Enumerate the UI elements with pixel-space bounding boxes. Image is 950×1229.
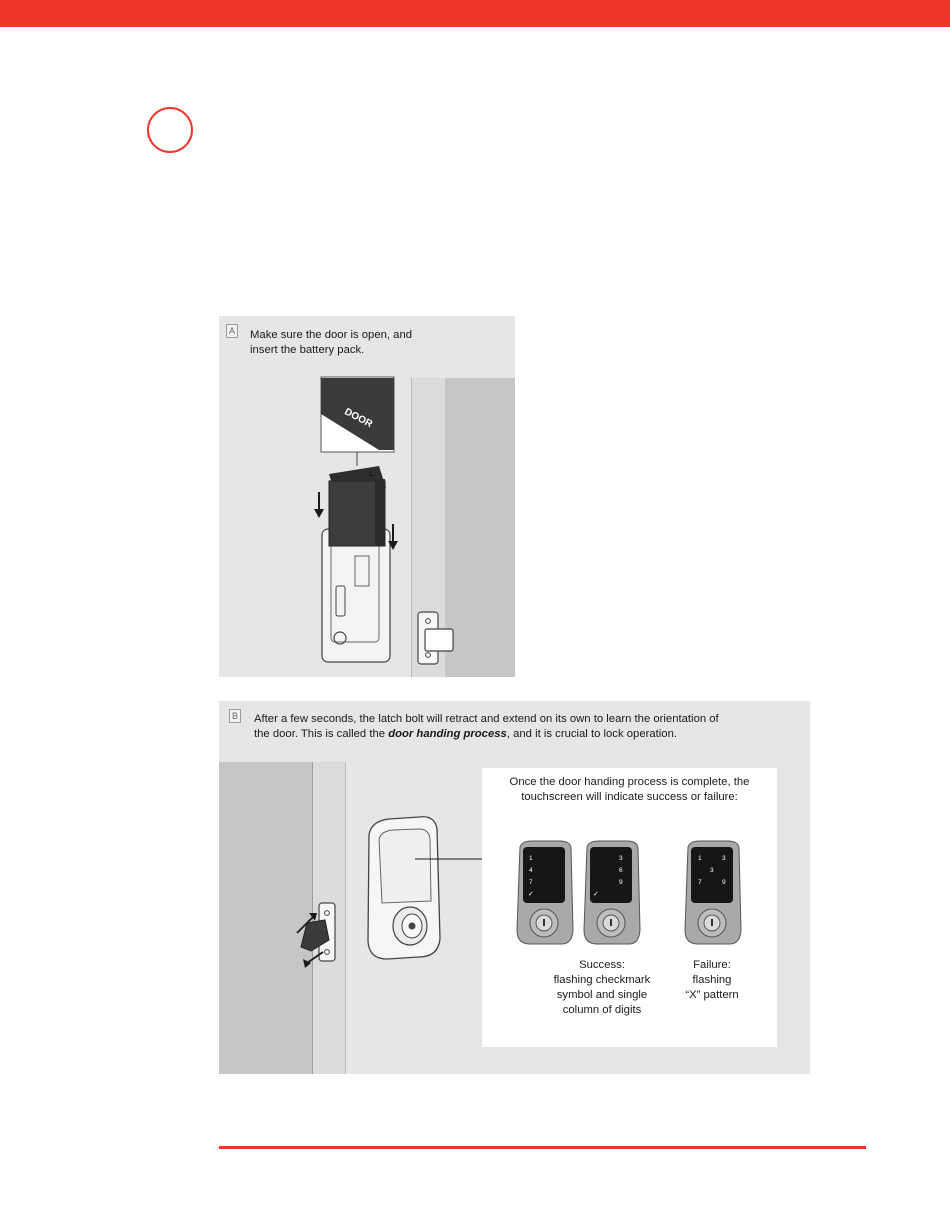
step-b-line-2-start: the door. This is called the bbox=[254, 728, 389, 740]
lock3-digit-1: 1 bbox=[698, 855, 702, 862]
latch-bolt bbox=[425, 629, 453, 651]
lock2-checkmark-icon: ✓ bbox=[593, 891, 599, 898]
step-a-panel bbox=[219, 316, 515, 677]
lock3-digit-9: 9 bbox=[722, 879, 726, 886]
step-b-panel bbox=[219, 701, 810, 1074]
failure-caption-line-1: flashing bbox=[692, 974, 732, 986]
step-a-line-2: insert the battery pack. bbox=[250, 344, 365, 356]
step-b-letter: B bbox=[229, 709, 241, 723]
deadbolt-screen-area bbox=[379, 829, 431, 903]
lock1-checkmark-icon: ✓ bbox=[528, 891, 534, 898]
lock2-digit-3: 3 bbox=[619, 855, 623, 862]
latch-illustration bbox=[219, 701, 482, 1074]
failure-caption bbox=[662, 958, 762, 1003]
failure-caption-title: Failure: bbox=[693, 959, 731, 971]
door-label: DOOR bbox=[342, 406, 375, 431]
battery-pack-side bbox=[375, 479, 385, 546]
step-number-circle bbox=[147, 107, 193, 153]
step-a-letter: A bbox=[226, 324, 238, 338]
success-lock-single-column-right bbox=[584, 841, 640, 944]
battery-callout-letter: L bbox=[369, 468, 375, 479]
lock2-digit-9: 9 bbox=[619, 879, 623, 886]
failure-lock-x-pattern bbox=[685, 841, 741, 944]
step-b-line-1: After a few seconds, the latch bolt will retract and extend on its own to learn the orientation of bbox=[254, 713, 719, 725]
lock3-digit-7: 7 bbox=[698, 879, 702, 886]
lock1-digit-4: 4 bbox=[529, 867, 533, 874]
lock1-digit-7: 7 bbox=[529, 879, 533, 886]
lock3-digit-5: 3 bbox=[710, 867, 714, 874]
success-caption-line-2: symbol and single bbox=[556, 989, 648, 1001]
insert-arrow-left-head bbox=[314, 509, 324, 518]
success-caption-line-3: column of digits bbox=[562, 1004, 642, 1016]
success-caption-line-1: flashing checkmark bbox=[553, 974, 651, 986]
result-intro-line-2: touchscreen will indicate success or failure: bbox=[521, 791, 738, 803]
top-red-bar bbox=[0, 0, 950, 27]
success-caption-title: Success: bbox=[579, 959, 625, 971]
battery-illustration bbox=[219, 316, 515, 677]
success-caption bbox=[527, 958, 677, 1018]
failure-caption-line-2: “X” pattern bbox=[685, 989, 739, 1001]
success-lock-single-column-left bbox=[517, 841, 573, 944]
step-b-line-2-end: , and it is crucial to lock operation. bbox=[506, 728, 677, 740]
door-handing-process-term: door handing process bbox=[388, 728, 507, 740]
lock3-digit-3-top: 3 bbox=[722, 855, 726, 862]
bottom-red-rule bbox=[219, 1146, 866, 1149]
result-box bbox=[482, 768, 777, 1047]
lock2-digit-6: 6 bbox=[619, 867, 623, 874]
keyhole-icon bbox=[409, 923, 416, 930]
result-intro-line-1: Once the door handing process is complete, the bbox=[509, 776, 750, 788]
lock1-digit-1: 1 bbox=[529, 855, 533, 862]
step-a-line-1: Make sure the door is open, and bbox=[250, 329, 413, 341]
